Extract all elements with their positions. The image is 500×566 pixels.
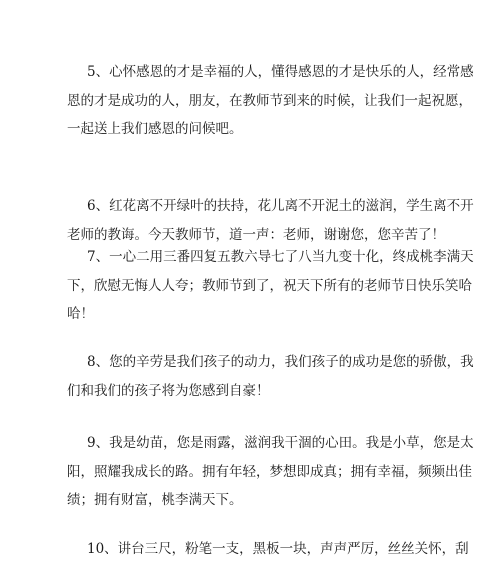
text-line: 一起送上我们感恩的问候吧。 bbox=[67, 121, 243, 137]
text-line: 绩；拥有财富，桃李满天下。 bbox=[67, 492, 243, 508]
text-line: 7、一心二用三番四复五教六导七了八当九变十化，终成桃李满天 bbox=[87, 249, 474, 265]
text-line: 5、心怀感恩的才是幸福的人，懂得感恩的才是快乐的人，经常感 bbox=[87, 64, 474, 80]
paragraph-8 bbox=[67, 348, 474, 405]
paragraph-5 bbox=[67, 58, 474, 144]
text-line: 老师的教诲。今天教师节，道一声：老师，谢谢您，您辛苦了！ bbox=[67, 226, 445, 243]
text-line: 8、您的辛劳是我们孩子的动力，我们孩子的成功是您的骄傲，我 bbox=[87, 354, 474, 370]
text-line: 恩的才是成功的人，朋友，在教师节到来的时候，让我们一起祝愿， bbox=[67, 92, 472, 109]
paragraph-10 bbox=[87, 535, 469, 564]
paragraph-9 bbox=[67, 429, 474, 515]
text-line: 哈！ bbox=[67, 306, 94, 322]
text-line: 6、红花离不开绿叶的扶持，花儿离不开泥土的滋润，学生离不开 bbox=[87, 198, 474, 214]
paragraph-6 bbox=[67, 192, 474, 249]
paragraph-7 bbox=[67, 243, 474, 329]
text-line: 9、我是幼苗，您是雨露，滋润我干涸的心田。我是小草，您是太 bbox=[87, 435, 474, 451]
text-line: 10、讲台三尺，粉笔一支，黑板一块，声声严厉，丝丝关怀，刮 bbox=[87, 541, 469, 557]
text-line: 阳，照耀我成长的路。拥有年轻，梦想即成真；拥有幸福，频频出佳 bbox=[67, 463, 472, 480]
text-line: 下，欣慰无悔人人夸；教师节到了，祝天下所有的老师节日快乐笑哈 bbox=[67, 277, 472, 294]
text-line: 们和我们的孩子将为您感到自豪！ bbox=[67, 382, 270, 399]
